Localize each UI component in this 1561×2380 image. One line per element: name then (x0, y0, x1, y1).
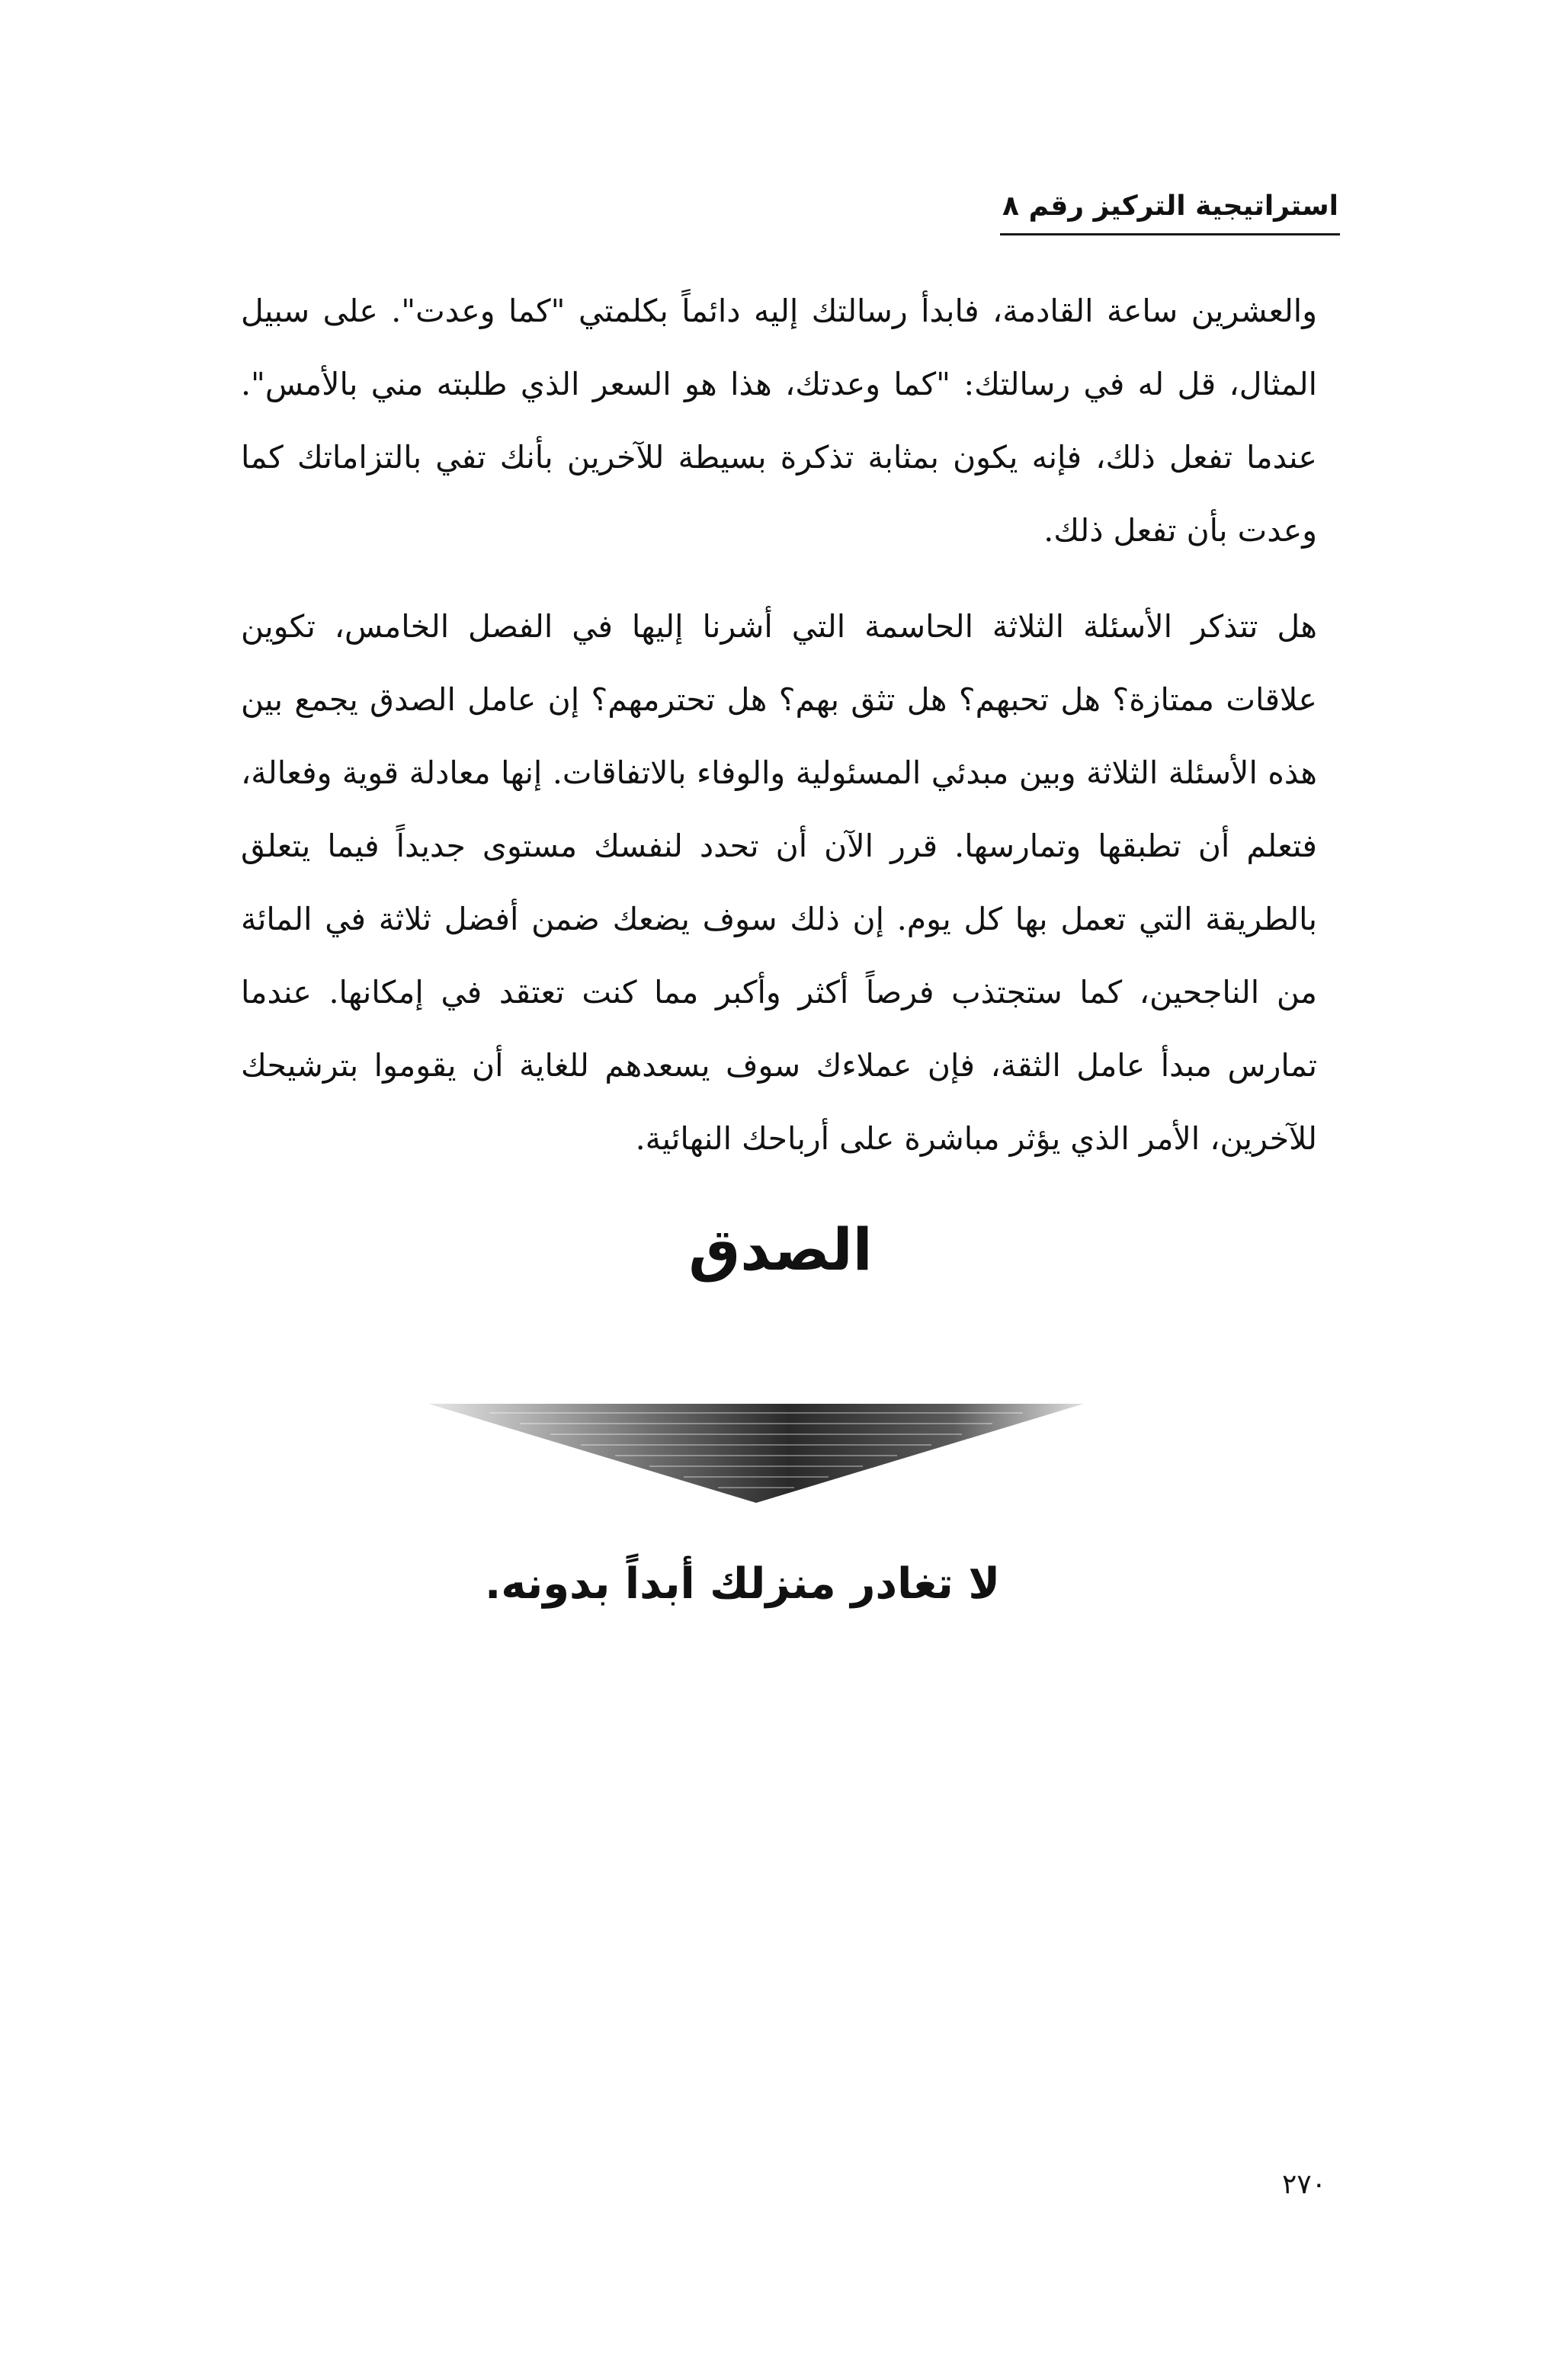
running-header: استراتيجية التركيز رقم ٨ (1002, 191, 1338, 222)
down-arrow-icon (428, 1401, 1084, 1506)
paragraph-2: هل تتذكر الأسئلة الثلاثة الحاسمة التي أشرنا إليها في الفصل الخامس، تكوين علاقات ممتازة؟ هل تحبهم؟ هل تثق بهم؟ هل تحترمهم؟ إن عامل الصدق يجمع بين هذه الأسئلة الثلاثة وبين مبدئي المسئولية والوفاء بالاتفاقات. إنها معادلة قوية وفعالة، فتعلم أن تطبقها وتمارسها. قرر الآن أن تحدد لنفسك مستوى جديداً فيما يتعلق بالطريقة التي تعمل بها كل يوم. إن ذلك سوف يضعك ضمن أفضل ثلاثة في المائة من الناجحين، كما ستجتذب فرصاً أكثر وأكبر مما كنت تعتقد في إمكانها. عندما تمارس مبدأ عامل الثقة، فإن عملاءك سوف يسعدهم للغاية أن يقوموا بترشيحك للآخرين، الأمر الذي يؤثر مباشرة على أرباحك النهائية. (241, 608, 1317, 1157)
section-tagline: لا تغادر منزلك أبداً بدونه. (484, 1559, 1001, 1609)
header-rule (1000, 233, 1340, 235)
paragraph-1: والعشرين ساعة القادمة، فابدأ رسالتك إليه دائماً بكلمتي "كما وعدت". على سبيل المثال، قل له في رسالتك: "كما وعدتك، هذا هو السعر الذي طلبته مني بالأمس". عندما تفعل ذلك، فإنه يكون بمثابة تذكرة بسيطة للآخرين بأنك تفي بالتزاماتك كما وعدت بأن تفعل ذلك. (241, 293, 1317, 549)
page-number: ٢٧٠ (1281, 2169, 1326, 2200)
section-title: الصدق (688, 1216, 873, 1283)
